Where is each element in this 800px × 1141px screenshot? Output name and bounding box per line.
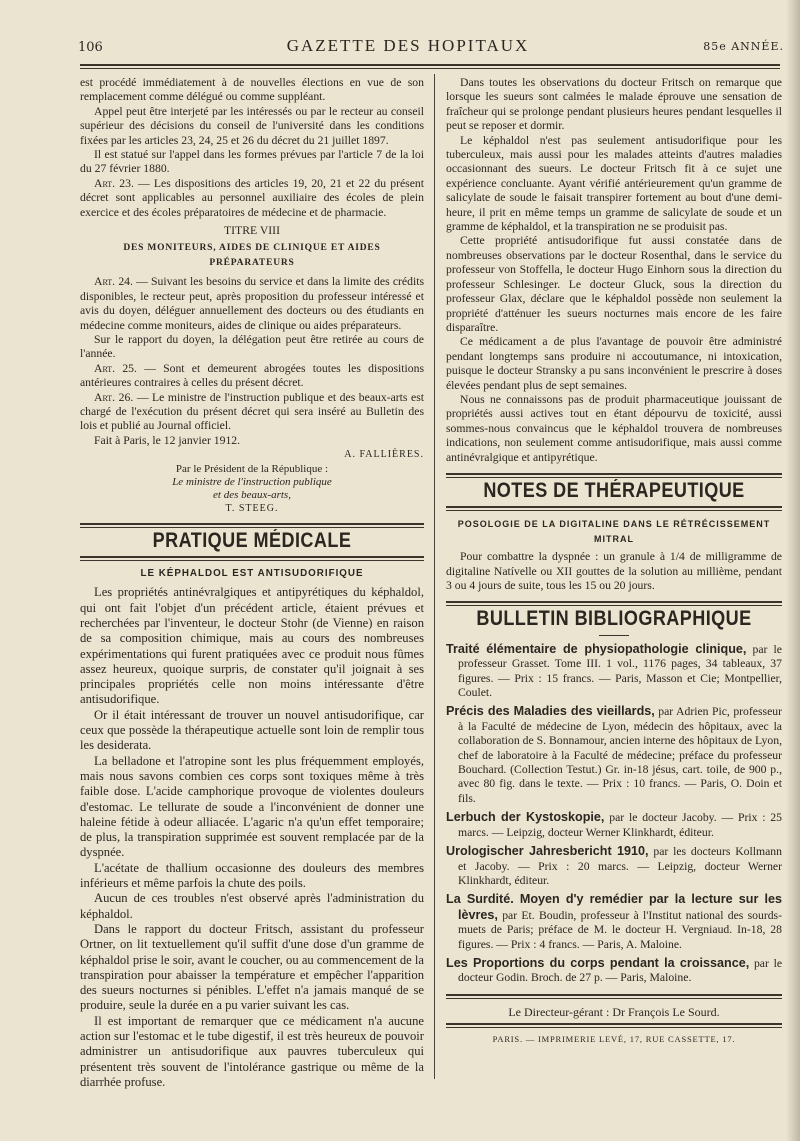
article-label: Art. 26.	[94, 390, 134, 404]
signature-block	[80, 463, 424, 515]
bib-entry	[446, 892, 782, 952]
sig-line: et des beaux-arts,	[213, 488, 291, 501]
article-label: Art. 25.	[94, 361, 137, 375]
bib-text: par Adrien Pic, professeur à la Faculté de médecine de Lyon, médecin des hôpitaux, avec la collaboration de S. Bonnamour, ancien interne des hôpitaux de Lyon, chef de laboratoire à la Faculté de médecine; préface du professeur Bouchard. (Collection Testut.) Gr. in-18 jésus, cart. toile, de 900 p., avec 80 fig. dans le texte. — Prix : 10 francs. — Paris, O. Doin et fils.	[458, 705, 782, 805]
title-underline	[599, 635, 629, 636]
sig-line: Le ministre de l'instruction publique	[172, 475, 332, 488]
section-title-bulletin: BULLETIN BIBLIOGRAPHIQUE	[476, 607, 752, 631]
article-text: — Le ministre de l'instruction publique et des beaux-arts est chargé de l'exécution du présent décret qui sera inséré au Bulletin des lois et publié au Journal officiel.	[80, 390, 424, 433]
paragraph: Or il était intéressant de trouver un nouvel antisudorifique, car ceux que possède la thérapeutique actuelle sont loin de remplir tous les desiderata.	[80, 707, 424, 753]
column-divider	[434, 74, 435, 1079]
year-label: 85e ANNÉE.	[703, 40, 784, 53]
signature: A. FALLIÈRES.	[344, 449, 424, 461]
pratique-article	[80, 585, 424, 1090]
header-rule	[80, 64, 780, 66]
article-subheading: POSOLOGIE DE LA DIGITALINE DANS LE RÉTRÉCISSEMENT MITRAL	[457, 519, 771, 544]
paragraph: Dans le rapport du docteur Fritsch, assistant du professeur Ortner, on lit textuellement qu'il suffit d'une dose d'un gramme de képhaldol prise le soir, avant le coucher, ou au commencement de la transpiration pour abaisser la température et empêcher l'apparition des sueurs nocturnes si pénibles. L'effet n'a jamais manqué de se produire, seule la durée en a pu varier suivant les cas.	[80, 921, 424, 1013]
page-number: 106	[78, 40, 103, 55]
section-title-notes: NOTES DE THÉRAPEUTIQUE	[483, 478, 745, 502]
bib-title: Traité élémentaire de physiopathologie clinique,	[446, 641, 747, 656]
titre-heading: TITRE VIII	[224, 224, 280, 238]
article-25	[80, 362, 424, 391]
director-line: Le Directeur-gérant : Dr François Le Sourd.	[508, 1004, 720, 1019]
paragraph: Pour combattre la dyspnée : un granule à 1/4 de milligramme de digitaline Natívelle ou XII gouttes de la solution au millième, pendant 3 ou 4 jours de suite, tous les 15 ou 20 jours.	[446, 550, 782, 592]
article-subheading: LE KÉPHALDOL EST ANTISUDORIFIQUE	[140, 567, 364, 579]
article-text: — Sont et demeurent abrogées toutes les dispositions antérieures contraires à celles du présent décret.	[80, 361, 424, 390]
bib-entry	[446, 844, 782, 888]
bib-title: Urologischer Jahresbericht 1910,	[446, 844, 649, 859]
bib-title: Précis des Maladies des vieillards,	[446, 704, 655, 719]
section-separator	[446, 994, 782, 999]
running-head	[78, 36, 790, 62]
bibliography-list	[446, 642, 782, 986]
header-rule-thin	[80, 68, 780, 69]
right-column	[446, 76, 782, 1047]
section-title-pratique: PRATIQUE MÉDICALE	[152, 528, 352, 552]
section-separator	[80, 523, 424, 528]
paragraph: La belladone et l'atropine sont les plus fréquemment employés, mais nous savons combien ces corps sont toxiques même à très faible dose. L'acide camphorique provoque de violentes douleurs d'estomac. Le tellurate de soude a l'inconvénient de donner une haleine fétide à odeur alliacée. L'agaric n'a qu'un effet temporaire; de plus, la transpiration supprimée est souvent remplacée par de la dyspnée.	[80, 753, 424, 860]
section-separator	[446, 473, 782, 478]
bib-text: par les docteurs Kollmann et Jacoby. — Prix : 20 marcs. — Leipzig, docteur Werner Klinkhardt, éditeur.	[458, 845, 782, 887]
paragraph: L'acétate de thallium occasionne des douleurs des membres inférieurs et même parfois la chute des poils.	[80, 860, 424, 891]
article-24	[80, 275, 424, 333]
sig-name: T. STEEG.	[225, 502, 279, 514]
paragraph: Sur le rapport du doyen, la délégation peut être retirée au cours de l'année.	[80, 332, 424, 361]
bib-text: par le docteur Godin. Broch. de 27 p. — Paris, Maloine.	[458, 956, 783, 985]
sig-line: Par le Président de la République :	[175, 462, 329, 475]
bib-title: La Surdité. Moyen d'y remédier par la lecture sur les lèvres,	[446, 892, 782, 922]
article-23	[80, 177, 424, 220]
paragraph: est procédé immédiatement à de nouvelles élections en vue de son remplacement comme délégué ou comme suppléant.	[80, 76, 424, 104]
paragraph: Il est important de remarquer que ce médicament n'a aucune action sur l'estomac et le tube digestif, il est très heureux de pouvoir administrer un antisudorifique aux pauvres tuberculeux qui présentent très souvent de l'intolérance gastrique ou même de la diarrhée profuse.	[80, 1013, 424, 1089]
section-separator	[446, 1023, 782, 1028]
section-separator	[446, 506, 782, 511]
paragraph: Nous ne connaissons pas de produit pharmaceutique jouissant de propriétés aussi actives tout en étant dépourvu de toxicité, aussi sommes-nous convaincus que le képhaldol trouvera de nombreuses indications, non seulement comme antisudorifique, mais aussi comme antinévralgique et antipyrétique.	[446, 392, 782, 464]
article-label: Art. 23.	[94, 176, 134, 190]
titre-subheading: DES MONITEURS, AIDES DE CLINIQUE ET AIDES PRÉPARATEURS	[123, 243, 381, 268]
article-label: Art. 24.	[94, 275, 133, 289]
article-text: — Suivant les besoins du service et dans la limite des crédits disponibles, le recteur peut, après proposition du professeur intéressé et avis du doyen, déléguer annuellement des docteurs ou des étudiants en médecine comme moniteurs, aides de clinique ou aides préparateurs.	[80, 275, 424, 332]
bib-title: Les Proportions du corps pendant la croissance,	[446, 955, 750, 970]
journal-title: GAZETTE DES HOPITAUX	[286, 36, 530, 55]
bib-entry	[446, 704, 782, 806]
imprint-line: PARIS. — IMPRIMERIE LEVÉ, 17, RUE CASSETTE, 17.	[492, 1034, 736, 1045]
date-line: Fait à Paris, le 12 janvier 1912.	[94, 433, 241, 447]
article-text: — Les dispositions des articles 19, 20, 21 et 22 du présent décret sont applicables au personnel auxiliaire des écoles de plein exercice et des écoles préparatoires de médecine et de pharmacie.	[80, 176, 424, 219]
section-separator	[80, 556, 424, 561]
paragraph: Appel peut être interjeté par les intéressés ou par le recteur au conseil supérieur des décisions du conseil de l'université dans les conditions fixées par les articles 23, 24, 25 et 26 du décret du 21 juillet 1897.	[80, 104, 424, 147]
paragraph: Ce médicament a de plus l'avantage de pouvoir être administré pendant longtemps sans produire ni accoutumance, ni intoxication, puisque le docteur Stransky a pu sans inconvénient le prescrire à doses élevées pendant plus de sept semaines.	[446, 335, 782, 392]
paragraph: Les propriétés antinévralgiques et antipyrétiques du képhaldol, qui ont fait l'objet d'un précédent article, étaient prévues et recherchées par l'inventeur, le docteur Stohr (de Vienne) en raison de sa composition chimique, mais au cours des nombreuses expérimentations qui furent pratiquées avec ce produit nous fûmes assez heureux, quoique surpris, de constater qu'il joignait à ses principales propriétés celle non moins intéressante d'être antisudorifique.	[80, 585, 424, 707]
bib-text: par le professeur Grasset. Tome III. 1 vol., 1176 pages, 34 tableaux, 37 figures. — Prix : 15 francs. — Paris, Masson et Cie; Montpellier, Coulet.	[458, 642, 782, 700]
section-separator	[446, 601, 782, 606]
paragraph: Aucun de ces troubles n'est observé après l'administration du képhaldol.	[80, 891, 424, 921]
bib-text: par Et. Boudin, professeur à l'Institut national des sourds-muets de Paris; préface de M. le docteur H. Vergniaud. In-18, 28 figures. — Prix : 4 francs. — Paris, A. Maloine.	[458, 908, 782, 951]
bib-entry	[446, 810, 782, 840]
bib-title: Lerbuch der Kystoskopie,	[446, 810, 605, 825]
paragraph: Le képhaldol n'est pas seulement antisudorifique pour les tuberculeux, mais aussi pour les malades atteints d'autres maladies occasionnant des sueurs. Le docteur Fritsch fit à ce sujet une expérience concluante. Ayant vérifié antérieurement qu'un gramme de salicylate de soude le faisait transpirer fortement au bout d'une demi-heure, il prit en même temps un gramme de salicylate de soude et un gramme de képhaldol, et la transpiration ne se produisit pas.	[446, 133, 782, 234]
paragraph: Cette propriété antisudorifique fut aussi constatée dans de nombreuses observations par le docteur Rosenthal, dans le service du professeur von Stoffella, le docteur Hugo Einhorn sous la direction du professeur Schlesinger. Le docteur Gluck, sous la direction du professeur Glax, déclare que le képhaldol possède non seulement la propriété d'atténuer les sueurs nocturnes mais encore de les faire disparaître.	[446, 234, 782, 334]
left-column	[80, 76, 424, 1090]
article-26	[80, 391, 424, 434]
bib-entry	[446, 642, 782, 701]
paragraph: Dans toutes les observations du docteur Fritsch on remarque que lorsque les sueurs sont calmées le malade éprouve une sensation de fraîcheur qui se prolonge pendant plusieurs heures pendant lesquelles il peut se reposer et dormir.	[446, 76, 782, 133]
paragraph: Il est statué sur l'appel dans les formes prévues par l'article 7 de la loi du 27 février 1880.	[80, 148, 424, 176]
bib-entry	[446, 956, 782, 986]
bib-text: par le docteur Jacoby. — Prix : 25 marcs. — Leipzig, docteur Werner Klinkhardt, éditeur.	[458, 811, 782, 839]
